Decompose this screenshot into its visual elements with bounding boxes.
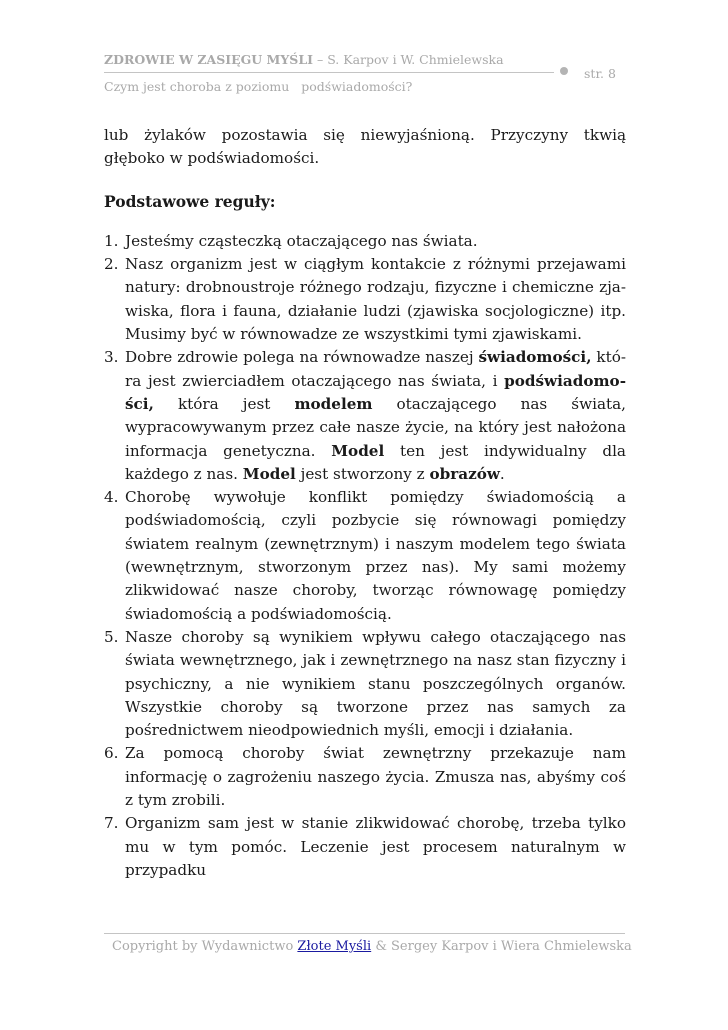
list-item (104, 486, 626, 626)
list-item-text: Nasze choroby są wynikiem wpływu całego otaczającego nas świata wewnętrznego, jak i zewnętrznego na nasz stan fizyczny i psychiczny, a nie wynikiem stanu poszczególnych organów. Wszystkie choroby są tworzone przez nas samych za pośrednictwem nieodpowiednich myśli, emocji i działania. (125, 627, 626, 740)
list-item (104, 253, 626, 346)
emphasized-text: Model (242, 464, 296, 483)
list-item-text: Jesteśmy cząsteczką otaczającego nas świata. (125, 231, 478, 250)
footer-divider (104, 933, 625, 934)
list-item-text: Chorobę wywołuje konflikt pomiędzy świadomością a podświadomością, czyli pozbycie się równowagi pomiędzy światem realnym (zewnętrznym) i naszym modelem tego świata (wewnętrznym, stworzonym przez nas). My sami możemy zlikwidować nasze choroby, tworząc równowagę pomiędzy świadomością a podświadomością. (125, 488, 626, 623)
list-item-number: 3. (104, 348, 119, 367)
header-divider (104, 72, 554, 73)
list-item-text: Organizm sam jest w stanie zlikwidować chorobę, trzeba tylko mu w tym pomóc. Leczenie jest procesem naturalnym w przypadku (125, 814, 626, 879)
list-item-text: ten jest indywidualny dla każdego z nas. (125, 441, 626, 483)
list-item-number: 6. (104, 744, 119, 763)
footer-authors: & Sergey Karpov i Wiera Chmielewska (371, 939, 632, 954)
list-item (104, 812, 626, 882)
list-item-number: 4. (104, 488, 119, 507)
list-item-text: otaczającego nas świata, wypracowywanym przez całe nasze życie, na który jest nałożona informacja genetyczna. (125, 394, 627, 460)
book-title: ZDROWIE W ZASIĘGU MYŚLI (104, 52, 313, 67)
chapter-title: Czym jest choroba z poziomu podświadomości? (104, 79, 413, 94)
section-heading: Podstawowe reguły: (104, 191, 276, 211)
emphasized-text: modelem (294, 394, 373, 413)
list-item-text: Za pomocą choroby świat zewnętrzny przekazuje nam informację o zagrożeniu naszego życia. Zmusza nas, abyśmy coś z tym zrobili. (125, 744, 626, 810)
page-header (104, 52, 624, 94)
intro-paragraph: lub żylaków pozostawia się niewyjaśnioną. Przyczyny tkwią głęboko w podświadomości. (104, 126, 626, 168)
list-item (104, 626, 626, 742)
list-item-text: Nasz organizm jest w ciągłym kontakcie z różnymi przejawami natury: drobnoustroje różnego rodzaju, fizyczne i chemiczne zjawiska, flora i fauna, działanie ludzi (zjawiska socjologiczne) itp. Musimy być w równowadze ze wszystkimi tymi zjawiskami. (125, 255, 626, 344)
rules-list (104, 230, 626, 882)
list-item-text: Dobre zdrowie polega na równowadze naszej (125, 348, 479, 367)
list-item-number: 2. (104, 255, 119, 274)
list-item (104, 346, 626, 486)
list-item-text: jest stworzony z (295, 464, 430, 483)
publisher-link[interactable]: Złote Myśli (297, 939, 372, 954)
page-number: str. 8 (584, 66, 616, 81)
list-item-text: która jest (153, 394, 295, 413)
emphasized-text: Model (331, 441, 385, 460)
list-item-number: 1. (104, 231, 119, 250)
list-item (104, 742, 626, 812)
book-authors: S. Karpov i W. Chmielewska (327, 52, 504, 67)
page-footer (112, 939, 632, 954)
emphasized-text: świadomości, (478, 348, 592, 367)
emphasized-text: obrazów (429, 464, 500, 483)
header-bullet-icon (560, 67, 568, 75)
list-item-number: 7. (104, 814, 119, 833)
list-item-text: która jest zwierciadłem otaczającego nas świata, i (125, 348, 626, 390)
header-dash: – (312, 52, 328, 67)
footer-copyright: Copyright by Wydawnictwo (112, 939, 298, 954)
page-content (104, 124, 626, 882)
list-item (104, 230, 626, 253)
list-item-text: . (499, 464, 505, 483)
emphasized-text: podświadomości, (125, 371, 626, 413)
list-item-number: 5. (104, 627, 119, 646)
header-title-line (104, 52, 624, 67)
